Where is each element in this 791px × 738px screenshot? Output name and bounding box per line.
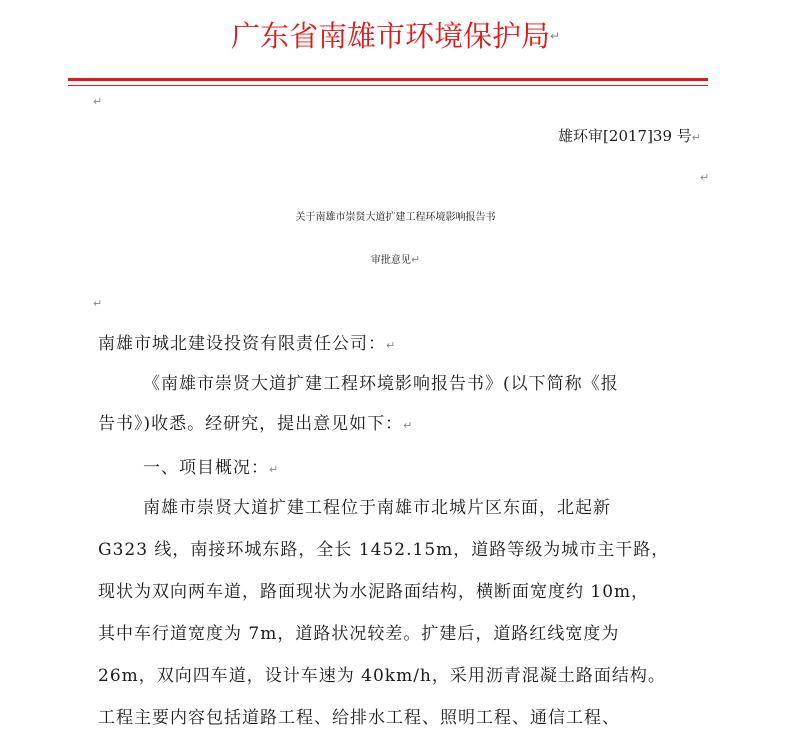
document-number-text: 雄环审[2017]39 号 [558, 127, 692, 145]
document-number [558, 126, 701, 148]
paragraph-2-line-3: 现状为双向两车道，路面现状为水泥路面结构，横断面宽度约 10m， [98, 582, 650, 602]
document-title-line-2 [0, 244, 791, 277]
paragraph-mark: ↵ [410, 253, 421, 266]
letterhead-text: 广东省南雄市环境保护局 [230, 19, 550, 53]
paragraph-2-line-5: 26m，双向四车道，设计车速为 40km/h，采用沥青混凝土路面结构。 [98, 666, 666, 686]
paragraph-mark: ↵ [700, 171, 710, 184]
document-title-line-1: 关于南雄市崇贤大道扩建工程环境影响报告书 [295, 212, 496, 223]
paragraph-mark: ↵ [549, 29, 561, 43]
section-heading-text: 一、项目概况： [143, 458, 269, 478]
paragraph-mark: ↵ [93, 95, 103, 108]
addressee [98, 332, 395, 358]
letterhead-rule-thin [68, 85, 708, 86]
paragraph-mark: ↵ [403, 419, 413, 432]
paragraph-mark: ↵ [269, 463, 279, 476]
paragraph-mark: ↵ [93, 297, 103, 310]
addressee-text: 南雄市城北建设投资有限责任公司： [98, 334, 386, 354]
paragraph-2-line-4: 其中车行道宽度为 7m，道路状况较差。扩建后，道路红线宽度为 [98, 624, 620, 644]
letterhead-rule-thick [68, 78, 708, 81]
paragraph-1-line-1: 《南雄市崇贤大道扩建工程环境影响报告书》(以下简称《报 [143, 374, 619, 394]
paragraph-1-line-2 [98, 412, 412, 438]
section-heading [143, 456, 278, 482]
letterhead-title [0, 6, 791, 66]
paragraph-2-line-2: G323 线，南接环城东路，全长 1452.15m，道路等级为城市主干路， [98, 540, 670, 560]
paragraph-2-line-6: 工程主要内容包括道路工程、给排水工程、照明工程、通信工程、 [98, 708, 620, 728]
paragraph-mark: ↵ [691, 131, 701, 144]
paragraph-mark: ↵ [386, 339, 396, 352]
document-title-line-2-text: 审批意见 [370, 255, 411, 266]
paragraph-1-line-2-text: 告书》)收悉。经研究，提出意见如下： [98, 414, 404, 434]
paragraph-2-line-1: 南雄市崇贤大道扩建工程位于南雄市北城片区东面，北起新 [143, 498, 611, 518]
